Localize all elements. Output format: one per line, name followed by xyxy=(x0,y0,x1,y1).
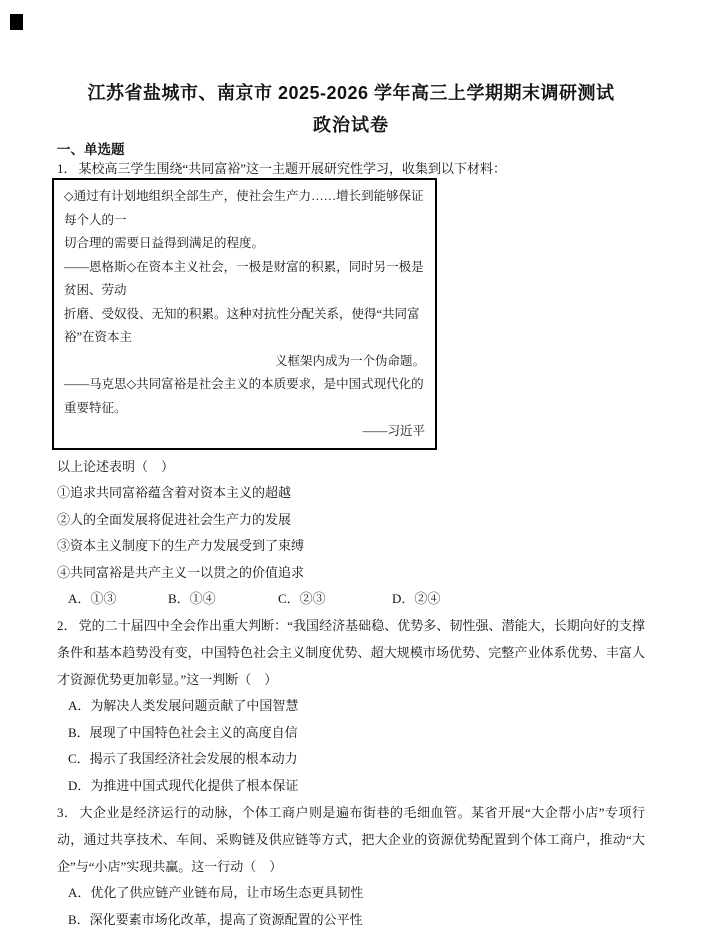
choice-c xyxy=(278,586,392,612)
choice-a xyxy=(57,880,645,907)
choice-a-text: 为解决人类发展问题贡献了中国智慧 xyxy=(90,698,298,713)
choice-b xyxy=(57,907,645,933)
question-2 xyxy=(57,612,645,799)
choice-b-label: B． xyxy=(168,591,190,606)
choice-a-label: A． xyxy=(68,698,90,713)
statement-item-4: ④共同富裕是共产主义一以贯之的价值追求 xyxy=(57,560,645,587)
choice-d xyxy=(57,773,645,800)
question-2-stem-text: 党的二十届四中全会作出重大判断：“我国经济基础稳、优势多、韧性强、潜能大，长期向好的支撑条件和基本趋势没有变，中国特色社会主义制度优势、超大规模市场优势、完整产业体系优势、丰富人才资源优势更加彰显。”这一判断（ ） xyxy=(57,618,645,687)
choice-b-label: B． xyxy=(68,725,90,740)
choice-c-text: 揭示了我国经济社会发展的根本动力 xyxy=(90,751,298,766)
question-1 xyxy=(57,160,645,612)
material-line: ——马克思◇共同富裕是社会主义的本质要求，是中国式现代化的重要特征。 xyxy=(64,373,425,420)
choice-d-label: D． xyxy=(68,778,90,793)
choice-c-label: C． xyxy=(68,751,90,766)
question-3-stem xyxy=(57,799,645,880)
statement-item-3: ③资本主义制度下的生产力发展受到了束缚 xyxy=(57,533,645,560)
statement-item-1: ①追求共同富裕蕴含着对资本主义的超越 xyxy=(57,480,645,507)
question-1-stem xyxy=(57,160,645,178)
choice-d xyxy=(392,586,440,612)
choice-a-text: 优化了供应链产业链布局，让市场生态更具韧性 xyxy=(90,885,363,900)
choice-d-text: 为推进中国式现代化提供了根本保证 xyxy=(90,778,298,793)
choice-a-label: A． xyxy=(68,591,90,606)
material-line: 切合理的需要日益得到满足的程度。 xyxy=(64,232,425,256)
material-line: ——恩格斯◇在资本主义社会，一极是财富的积累，同时另一极是贫困、劳动 xyxy=(64,256,425,303)
material-line: 折磨、受奴役、无知的积累。这种对抗性分配关系，使得“共同富裕”在资本主 xyxy=(64,303,425,350)
material-line: ◇通过有计划地组织全部生产，使社会生产力……增长到能够保证每个人的一 xyxy=(64,185,425,232)
question-1-choices xyxy=(57,586,645,612)
choice-a-label: A． xyxy=(68,885,90,900)
question-3-number: 3． xyxy=(57,805,78,820)
material-line: 义框架内成为一个伪命题。 xyxy=(64,350,425,374)
question-3-stem-text: 大企业是经济运行的动脉，个体工商户则是遍布街巷的毛细血管。某省开展“大企帮小店”专项行动，通过共享技术、车间、采购链及供应链等方式，把大企业的资源优势配置到个体工商户，推动“大企”与“小店”实现共赢。这一行动（ ） xyxy=(57,805,645,874)
question-3 xyxy=(57,799,645,933)
choice-c-label: C． xyxy=(278,591,300,606)
section-header-single-choice: 一、单选题 xyxy=(57,140,645,160)
exam-title: 江苏省盐城市、南京市 2025-2026 学年高三上学期期末调研测试 xyxy=(57,82,645,104)
scan-artifact-mark xyxy=(10,14,23,30)
question-1-prompt: 以上论述表明（ ） xyxy=(57,454,645,481)
choice-c-text: ②③ xyxy=(300,591,326,606)
choice-b xyxy=(168,586,278,612)
exam-subtitle: 政治试卷 xyxy=(57,114,645,136)
choice-d-text: ②④ xyxy=(414,591,440,606)
question-1-stem-text: 某校高三学生围绕“共同富裕”这一主题开展研究性学习，收集到以下材料： xyxy=(79,161,507,176)
choice-d-label: D． xyxy=(392,591,414,606)
choice-b-text: 展现了中国特色社会主义的高度自信 xyxy=(90,725,298,740)
choice-b-text: ①④ xyxy=(190,591,216,606)
choice-a-text: ①③ xyxy=(90,591,116,606)
statement-item-2: ②人的全面发展将促进社会生产力的发展 xyxy=(57,507,645,534)
choice-a xyxy=(57,693,645,720)
question-2-number: 2． xyxy=(57,618,77,633)
question-1-number: 1． xyxy=(57,161,77,176)
choice-b-text: 深化要素市场化改革，提高了资源配置的公平性 xyxy=(90,912,363,927)
choice-a xyxy=(68,586,168,612)
question-1-material-box xyxy=(52,178,437,450)
choice-c xyxy=(57,746,645,773)
choice-b xyxy=(57,720,645,747)
material-line-signature: ——习近平 xyxy=(64,420,425,444)
question-2-stem xyxy=(57,612,645,693)
choice-b-label: B． xyxy=(68,912,90,927)
